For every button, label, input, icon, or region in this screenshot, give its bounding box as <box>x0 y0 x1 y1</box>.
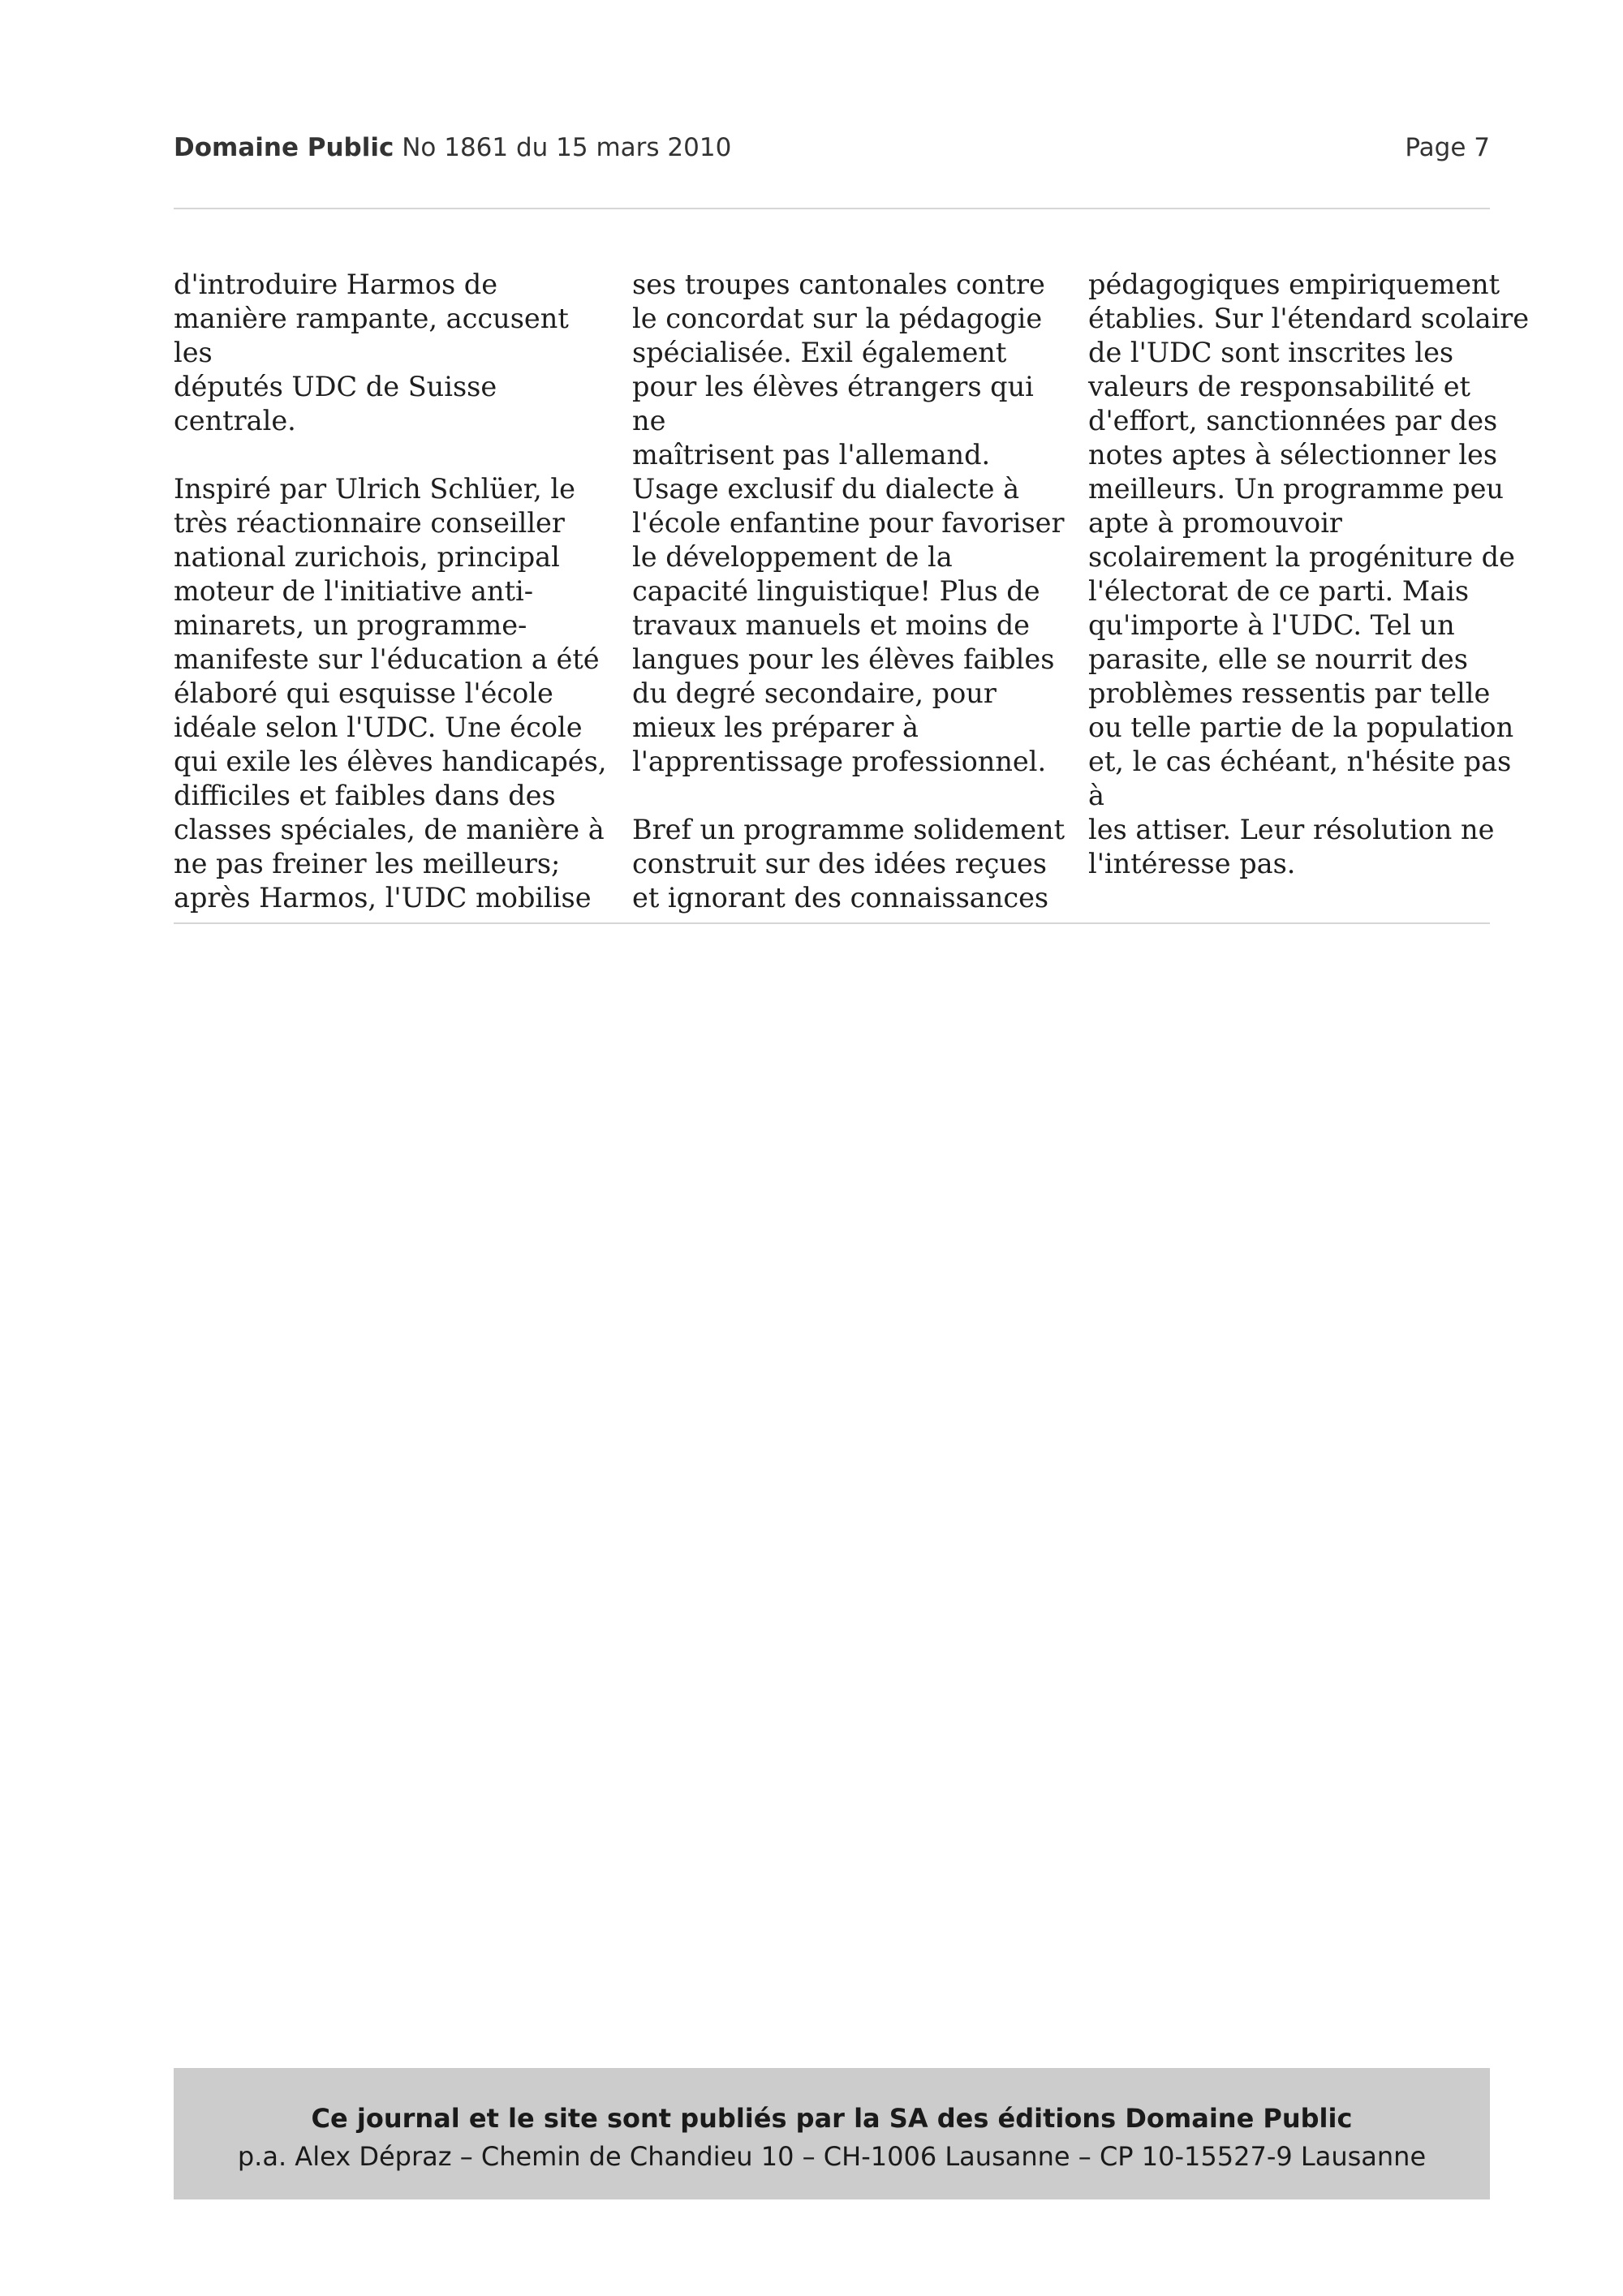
top-divider <box>174 208 1490 209</box>
text-column-1 <box>174 268 616 949</box>
paragraph: Inspiré par Ulrich Schlüer, le très réactionnaire conseiller national zurichois, principal moteur de l'initiative anti- minarets, un programme- manifeste sur l'éducation a été élaboré qui esquisse l'école idéale selon l'UDC. Une école qui exile les élèves handicapés, difficiles et faibles dans des classes spéciales, de manière à ne pas freiner les meilleurs; après Harmos, l'UDC mobilise <box>174 473 607 914</box>
paragraph: pédagogiques empiriquement établies. Sur l'étendard scolaire de l'UDC sont inscrites les valeurs de responsabilité et d'effort, sanctionnées par des notes aptes à sélectionner les meilleurs. Un programme peu apte à promouvoir scolairement la progéniture de l'électorat de ce parti. Mais qu'importe à l'UDC. Tel un parasite, elle se nourrit des problèmes ressentis par telle ou telle partie de la population et, le cas échéant, n'hésite pas à les attiser. Leur résolution ne l'intéresse pas. <box>1088 269 1530 879</box>
page-number: Page 7 <box>1405 133 1490 162</box>
page-header <box>174 133 1490 169</box>
footer-publisher-line: Ce journal et le site sont publiés par la SA des éditions Domaine Public <box>311 2103 1353 2134</box>
paragraph: Bref un programme solidement construit sur des idées reçues et ignorant des connaissances <box>632 814 1065 914</box>
publication-name: Domaine Public <box>174 133 394 162</box>
footer-address-line: p.a. Alex Dépraz – Chemin de Chandieu 10 – CH-1006 Lausanne – CP 10-15527-9 Lausanne <box>237 2141 1427 2172</box>
paragraph: d'introduire Harmos de manière rampante, accusent les députés UDC de Suisse centrale. <box>174 269 569 436</box>
article-body <box>174 268 1530 917</box>
publisher-footer <box>174 2068 1490 2199</box>
paragraph: ses troupes cantonales contre le concordat sur la pédagogie spécialisée. Exil également pour les élèves étrangers qui ne maîtrisent pas l'allemand. Usage exclusif du dialecte à l'école enfantine pour favoriser le développement de la capacité linguistique! Plus de travaux manuels et moins de langues pour les élèves faibles du degré secondaire, pour mieux les préparer à l'apprentissage professionnel. <box>632 269 1065 777</box>
issue-info: No 1861 du 15 mars 2010 <box>394 133 732 162</box>
bottom-divider <box>174 922 1490 924</box>
text-column-2 <box>632 268 1074 949</box>
text-column-3 <box>1088 268 1530 915</box>
